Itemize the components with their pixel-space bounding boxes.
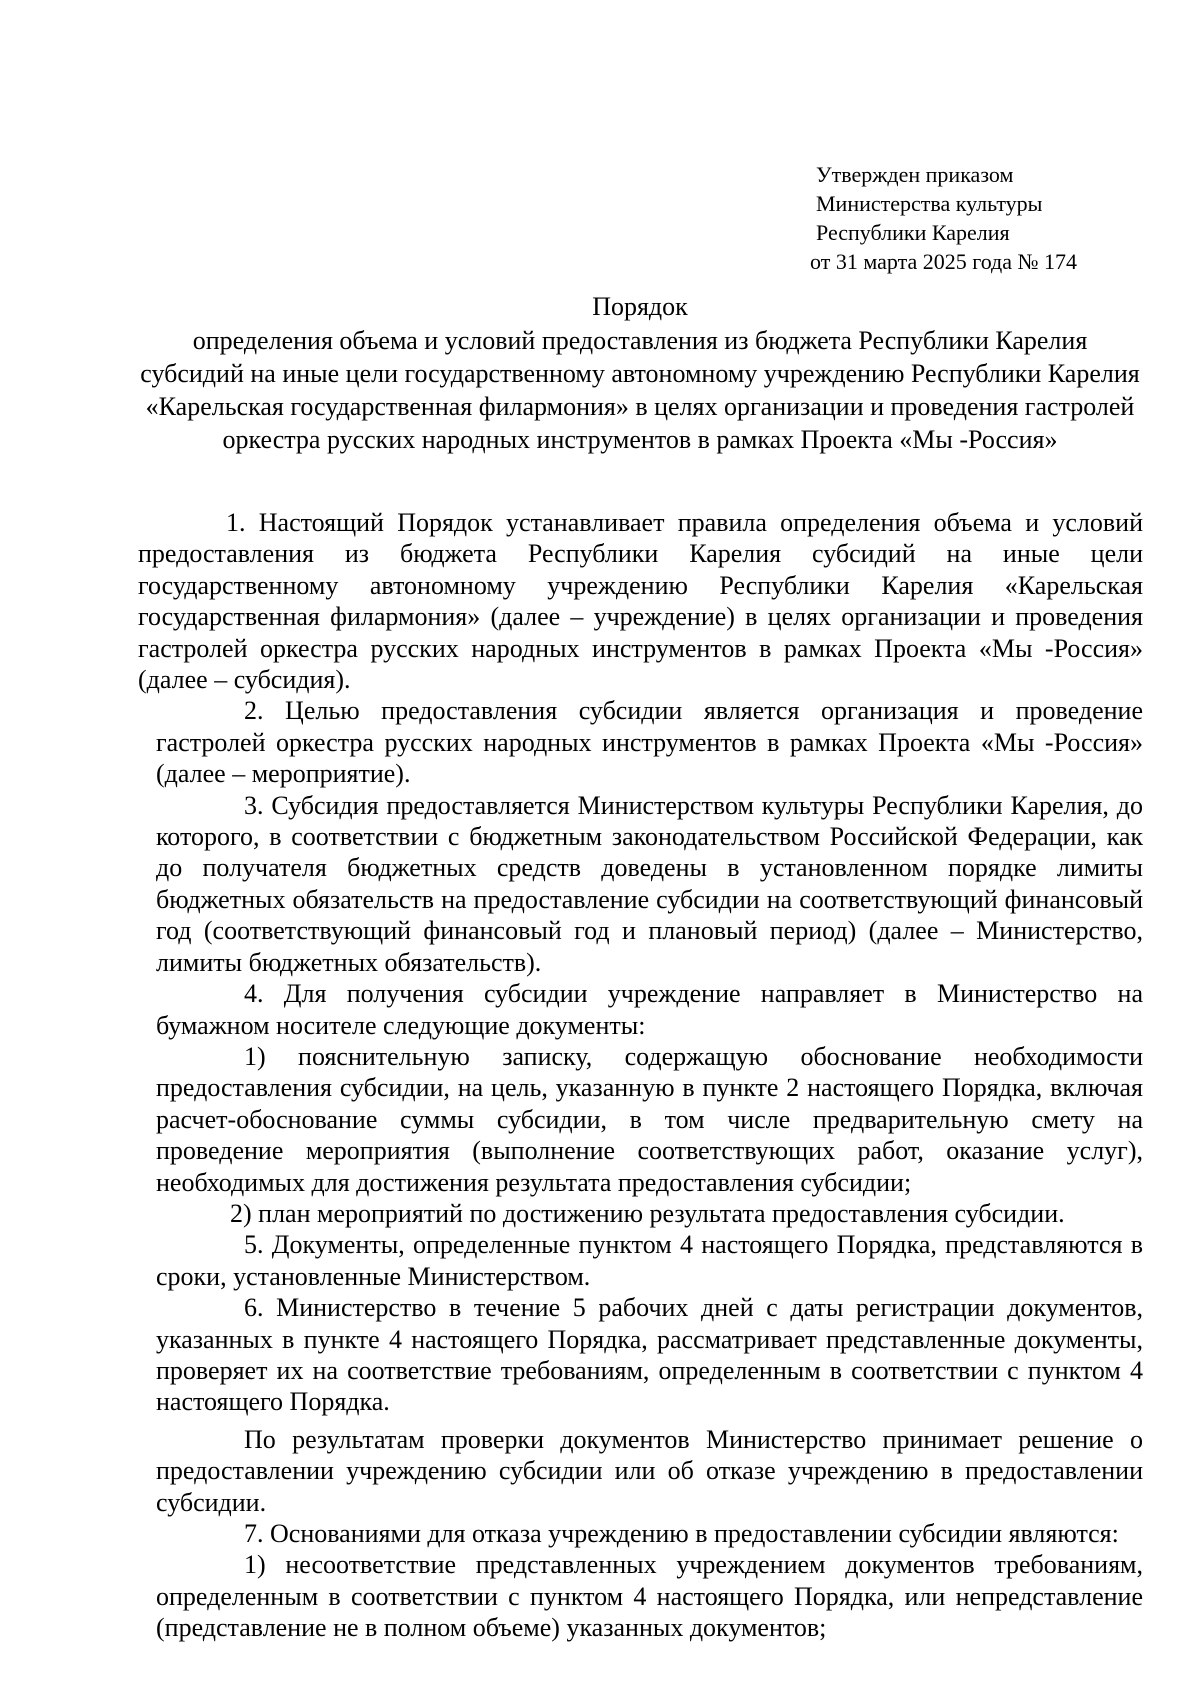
paragraph-4: 4. Для получения субсидии учреждение направляет в Министерство на бумажном носителе следующие документы:	[156, 979, 1143, 1040]
paragraph-6-decision: По результатам проверки документов Министерство принимает решение о предоставлении учреждению субсидии или об отказе учреждению в предоставлении субсидии.	[156, 1424, 1143, 1517]
paragraph-7: 7. Основаниями для отказа учреждению в предоставлении субсидии являются:	[244, 1519, 1119, 1548]
paragraph-1: 1. Настоящий Порядок устанавливает правила определения объема и условий предоставления из бюджета Республики Карелия субсидий на иные цели государственному автономному учреждению Республики Карелия «Карельская государственная филармония» (далее – учреждение) в целях организации и проведения гастролей оркестра русских народных инструментов в рамках Проекта «Мы -Россия» (далее – субсидия).	[138, 508, 1143, 695]
approval-stamp	[810, 160, 1146, 276]
title-heading: Порядок	[592, 292, 688, 321]
document-title	[140, 290, 1140, 456]
approval-line: Утвержден приказом	[816, 162, 1014, 187]
approval-line: Министерства культуры	[816, 191, 1043, 216]
approval-line: Республики Карелия	[816, 220, 1010, 245]
approval-order-number: от 31 марта 2025 года № 174	[810, 249, 1078, 274]
paragraph-2: 2. Целью предоставления субсидии является организация и проведение гастролей оркестра русских народных инструментов в рамках Проекта «Мы -Россия» (далее – мероприятие).	[156, 696, 1143, 789]
paragraph-7-item-1: 1) несоответствие представленных учреждением документов требованиям, определенным в соответствии с пунктом 4 настоящего Порядка, или непредставление (представление не в полном объеме) указанных документов;	[156, 1550, 1143, 1643]
paragraph-6: 6. Министерство в течение 5 рабочих дней с даты регистрации документов, указанных в пункте 4 настоящего Порядка, рассматривает представленные документы, проверяет их на соответствие требованиям, определенным в соответствии с пунктом 4 настоящего Порядка.	[156, 1293, 1143, 1417]
title-subtitle: определения объема и условий предоставления из бюджета Республики Карелия субсидий на иные цели государственному автономному учреждению Республики Карелия «Карельская государственная филармония» в целях организации и проведения гастролей оркестра русских народных инструментов в рамках Проекта «Мы -Россия»	[140, 326, 1140, 454]
paragraph-5: 5. Документы, определенные пунктом 4 настоящего Порядка, представляются в сроки, установленные Министерством.	[156, 1230, 1143, 1291]
paragraph-3: 3. Субсидия предоставляется Министерством культуры Республики Карелия, до которого, в соответствии с бюджетным законодательством Российской Федерации, как до получателя бюджетных средств доведены в установленном порядке лимиты бюджетных обязательств на предоставление субсидии на соответствующий финансовый год (соответствующий финансовый год и плановый период) (далее – Министерство, лимиты бюджетных обязательств).	[156, 790, 1143, 977]
document-body	[140, 507, 1143, 1644]
paragraph-4-item-1: 1) пояснительную записку, содержащую обоснование необходимости предоставления субсидии, на цель, указанную в пункте 2 настоящего Порядка, включая расчет-обоснование суммы субсидии, в том числе предварительную смету на проведение мероприятия (выполнение соответствующих работ, оказание услуг), необходимых для достижения результата предоставления субсидии;	[156, 1041, 1143, 1197]
paragraph-4-item-2: 2) план мероприятий по достижению результата предоставления субсидии.	[230, 1198, 1065, 1228]
